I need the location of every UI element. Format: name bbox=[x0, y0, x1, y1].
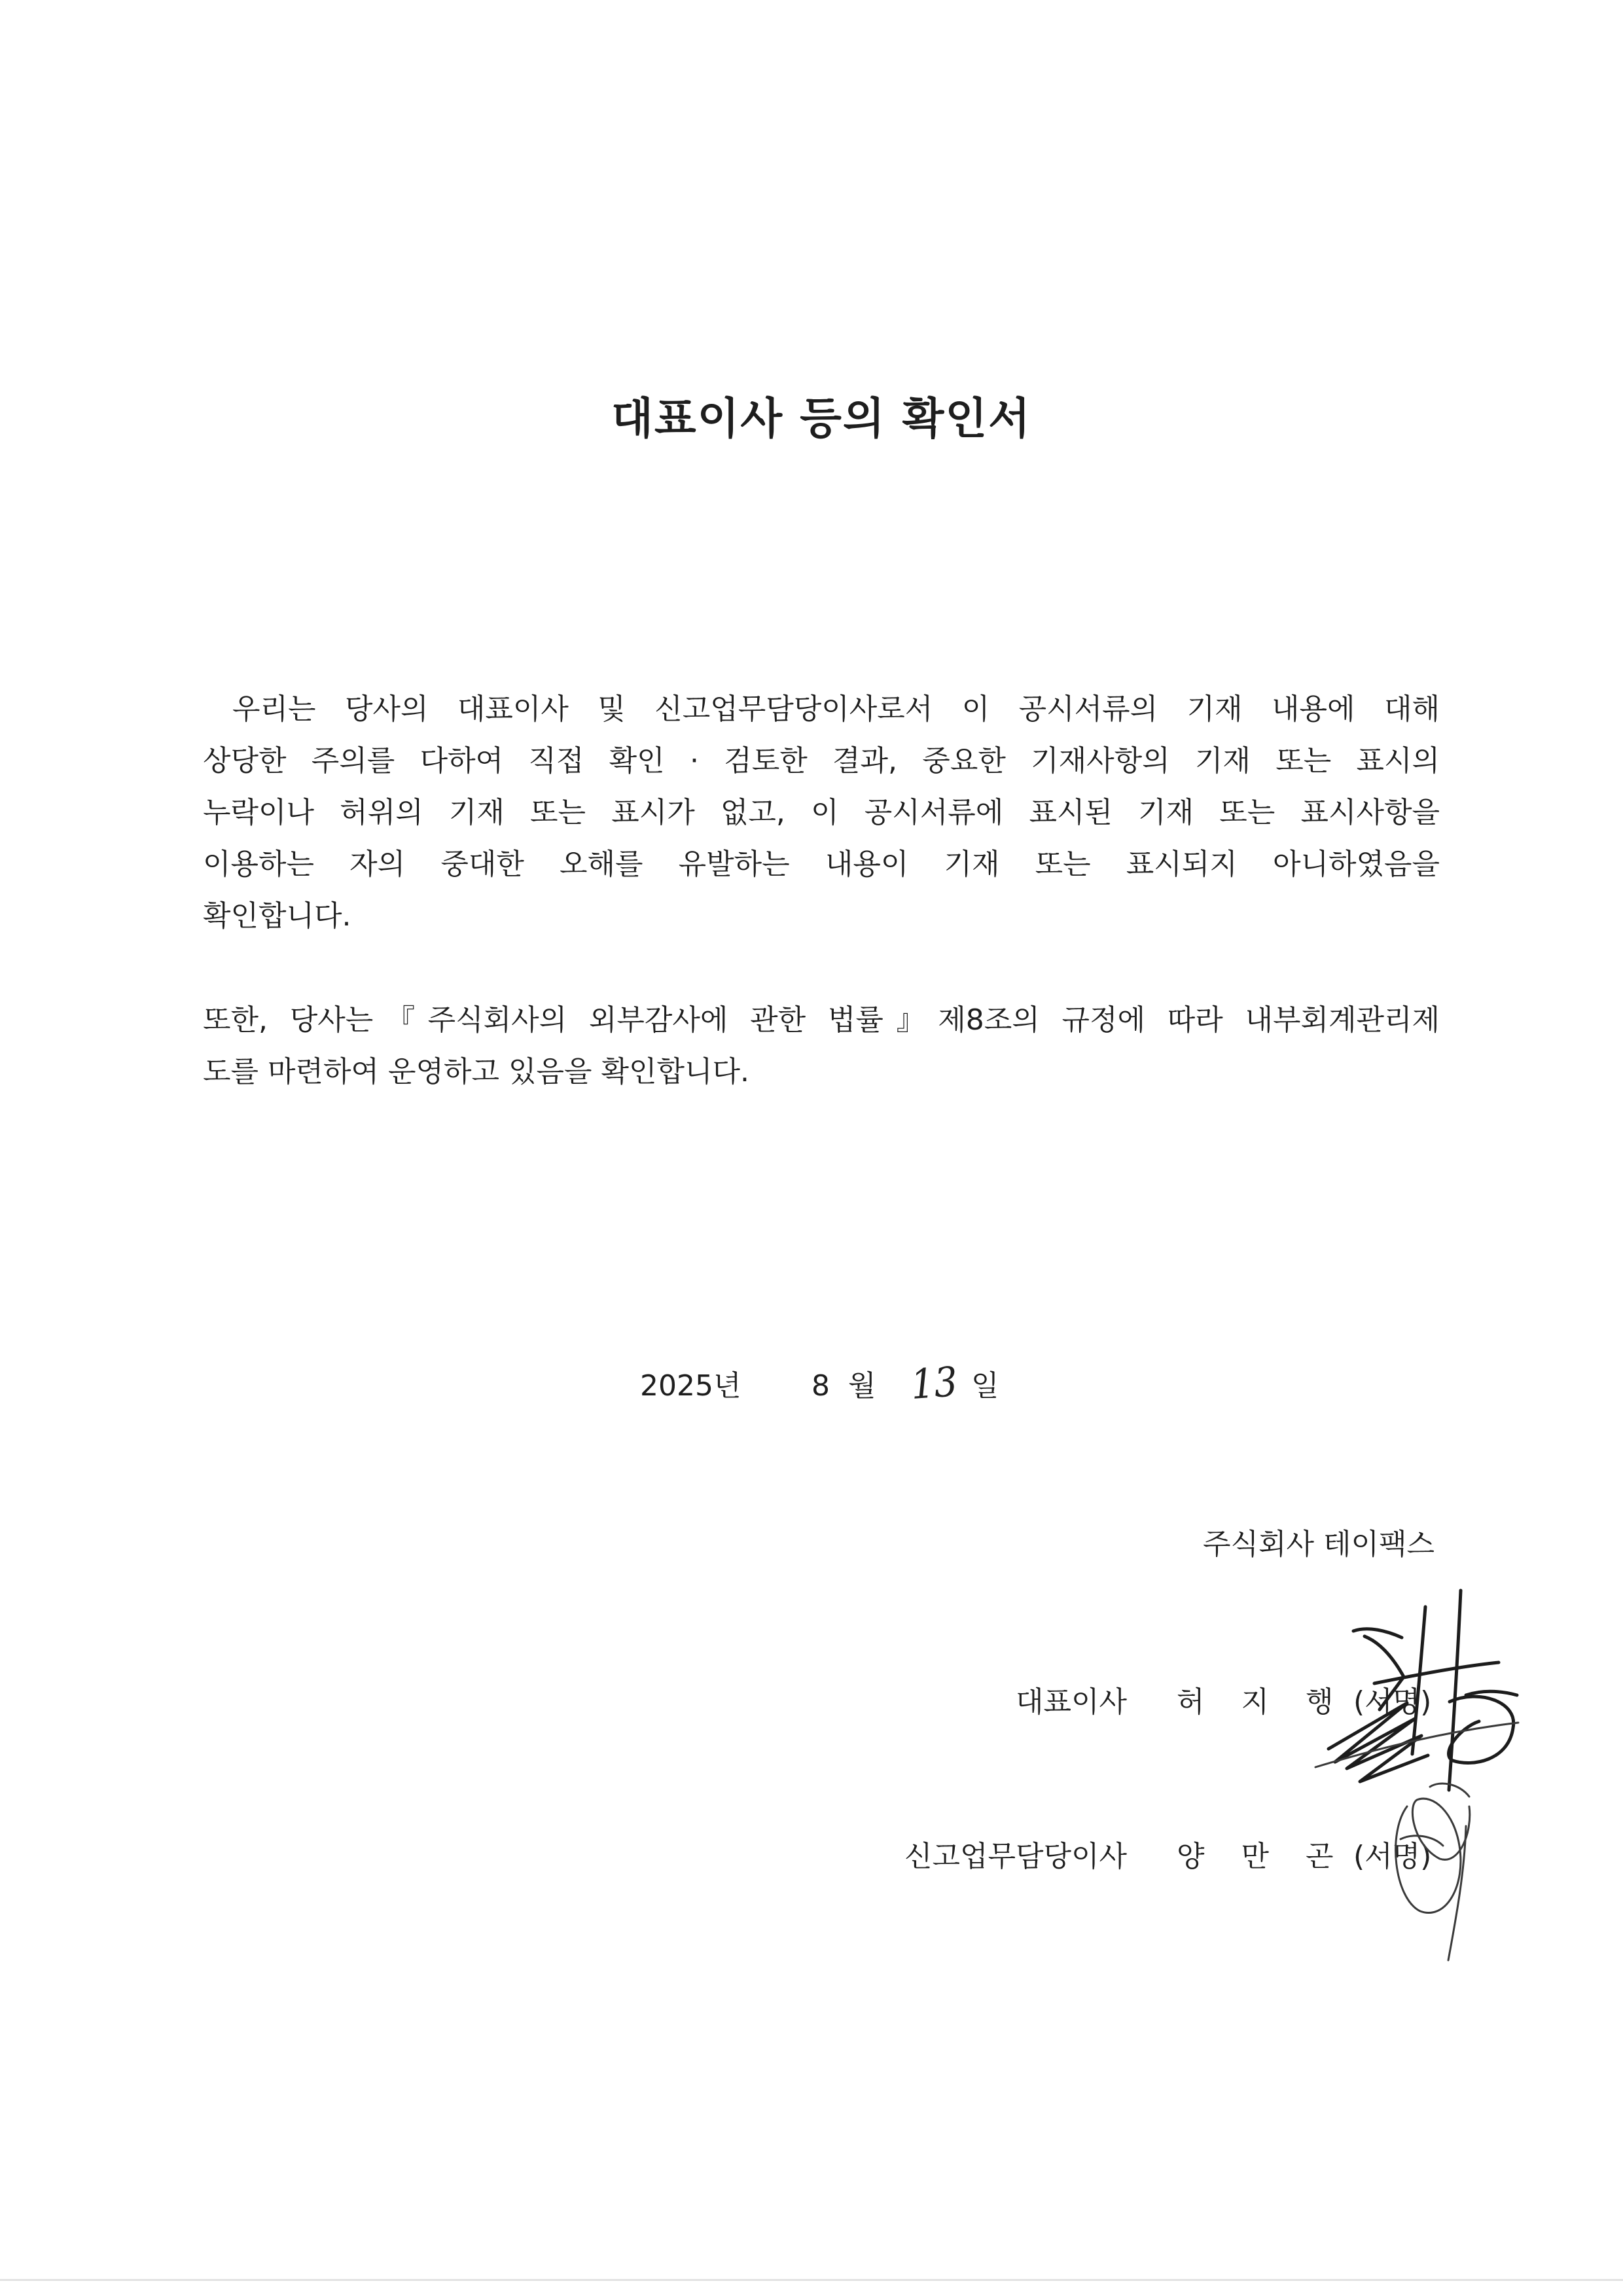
paragraph-internal-control bbox=[203, 994, 1440, 1098]
document-title: 대표이사 등의 확인서 bbox=[611, 393, 1031, 444]
signature-label: (서명) bbox=[1353, 1685, 1432, 1719]
signature-stroke bbox=[1449, 1590, 1461, 1790]
signer-role: 신고업무담당이사 bbox=[904, 1840, 1127, 1873]
signer-name: 허 지 행 bbox=[1177, 1685, 1334, 1719]
signature-stroke bbox=[1449, 1696, 1514, 1763]
signature-stroke bbox=[1374, 1662, 1499, 1683]
signature-label: (서명) bbox=[1353, 1840, 1432, 1873]
date-year: 2025년 bbox=[640, 1369, 741, 1403]
signature-stroke bbox=[1430, 1784, 1469, 1797]
signature-stroke bbox=[1448, 1826, 1466, 1960]
signer-name: 양 만 곤 bbox=[1177, 1840, 1334, 1873]
paragraph-line: 또한, 당사는『주식회사의 외부감사에 관한 법률』제8조의 규정에 따라 내부회계관리제 bbox=[203, 1003, 1440, 1037]
signature-stroke bbox=[1353, 1629, 1402, 1638]
paragraph-line: 도를 마련하여 운영하고 있음을 확인합니다. bbox=[203, 1055, 750, 1088]
paragraph-line: 이용하는 자의 중대한 오해를 유발하는 내용이 기재 또는 표시되지 아니하였음을 bbox=[203, 848, 1440, 881]
signature-stroke bbox=[1315, 1723, 1518, 1767]
paragraph-line: 확인합니다. bbox=[203, 899, 351, 933]
signer-role: 대표이사 bbox=[1015, 1685, 1127, 1719]
date-day-handwritten: 13 bbox=[909, 1357, 959, 1408]
paragraph-confirmation bbox=[203, 683, 1440, 942]
paragraph-line: 우리는 당사의 대표이사 및 신고업무담당이사로서 이 공시서류의 기재 내용에 대해 bbox=[232, 692, 1440, 726]
date-month-value: 8 bbox=[812, 1369, 830, 1403]
scan-edge-line bbox=[0, 2279, 1623, 2281]
paragraph-line: 상당한 주의를 다하여 직접 확인 · 검토한 결과, 중요한 기재사항의 기재 또는 표시의 bbox=[203, 744, 1440, 778]
date-day-unit: 일 bbox=[971, 1369, 999, 1403]
date-month-unit: 월 bbox=[848, 1369, 876, 1403]
signature-stroke bbox=[1412, 1607, 1425, 1754]
company-name: 주식회사 테이팩스 bbox=[1202, 1528, 1435, 1561]
paragraph-line: 누락이나 허위의 기재 또는 표시가 없고, 이 공시서류에 표시된 기재 또는 표시사항을 bbox=[203, 796, 1440, 829]
signature-stroke bbox=[1466, 1691, 1517, 1695]
